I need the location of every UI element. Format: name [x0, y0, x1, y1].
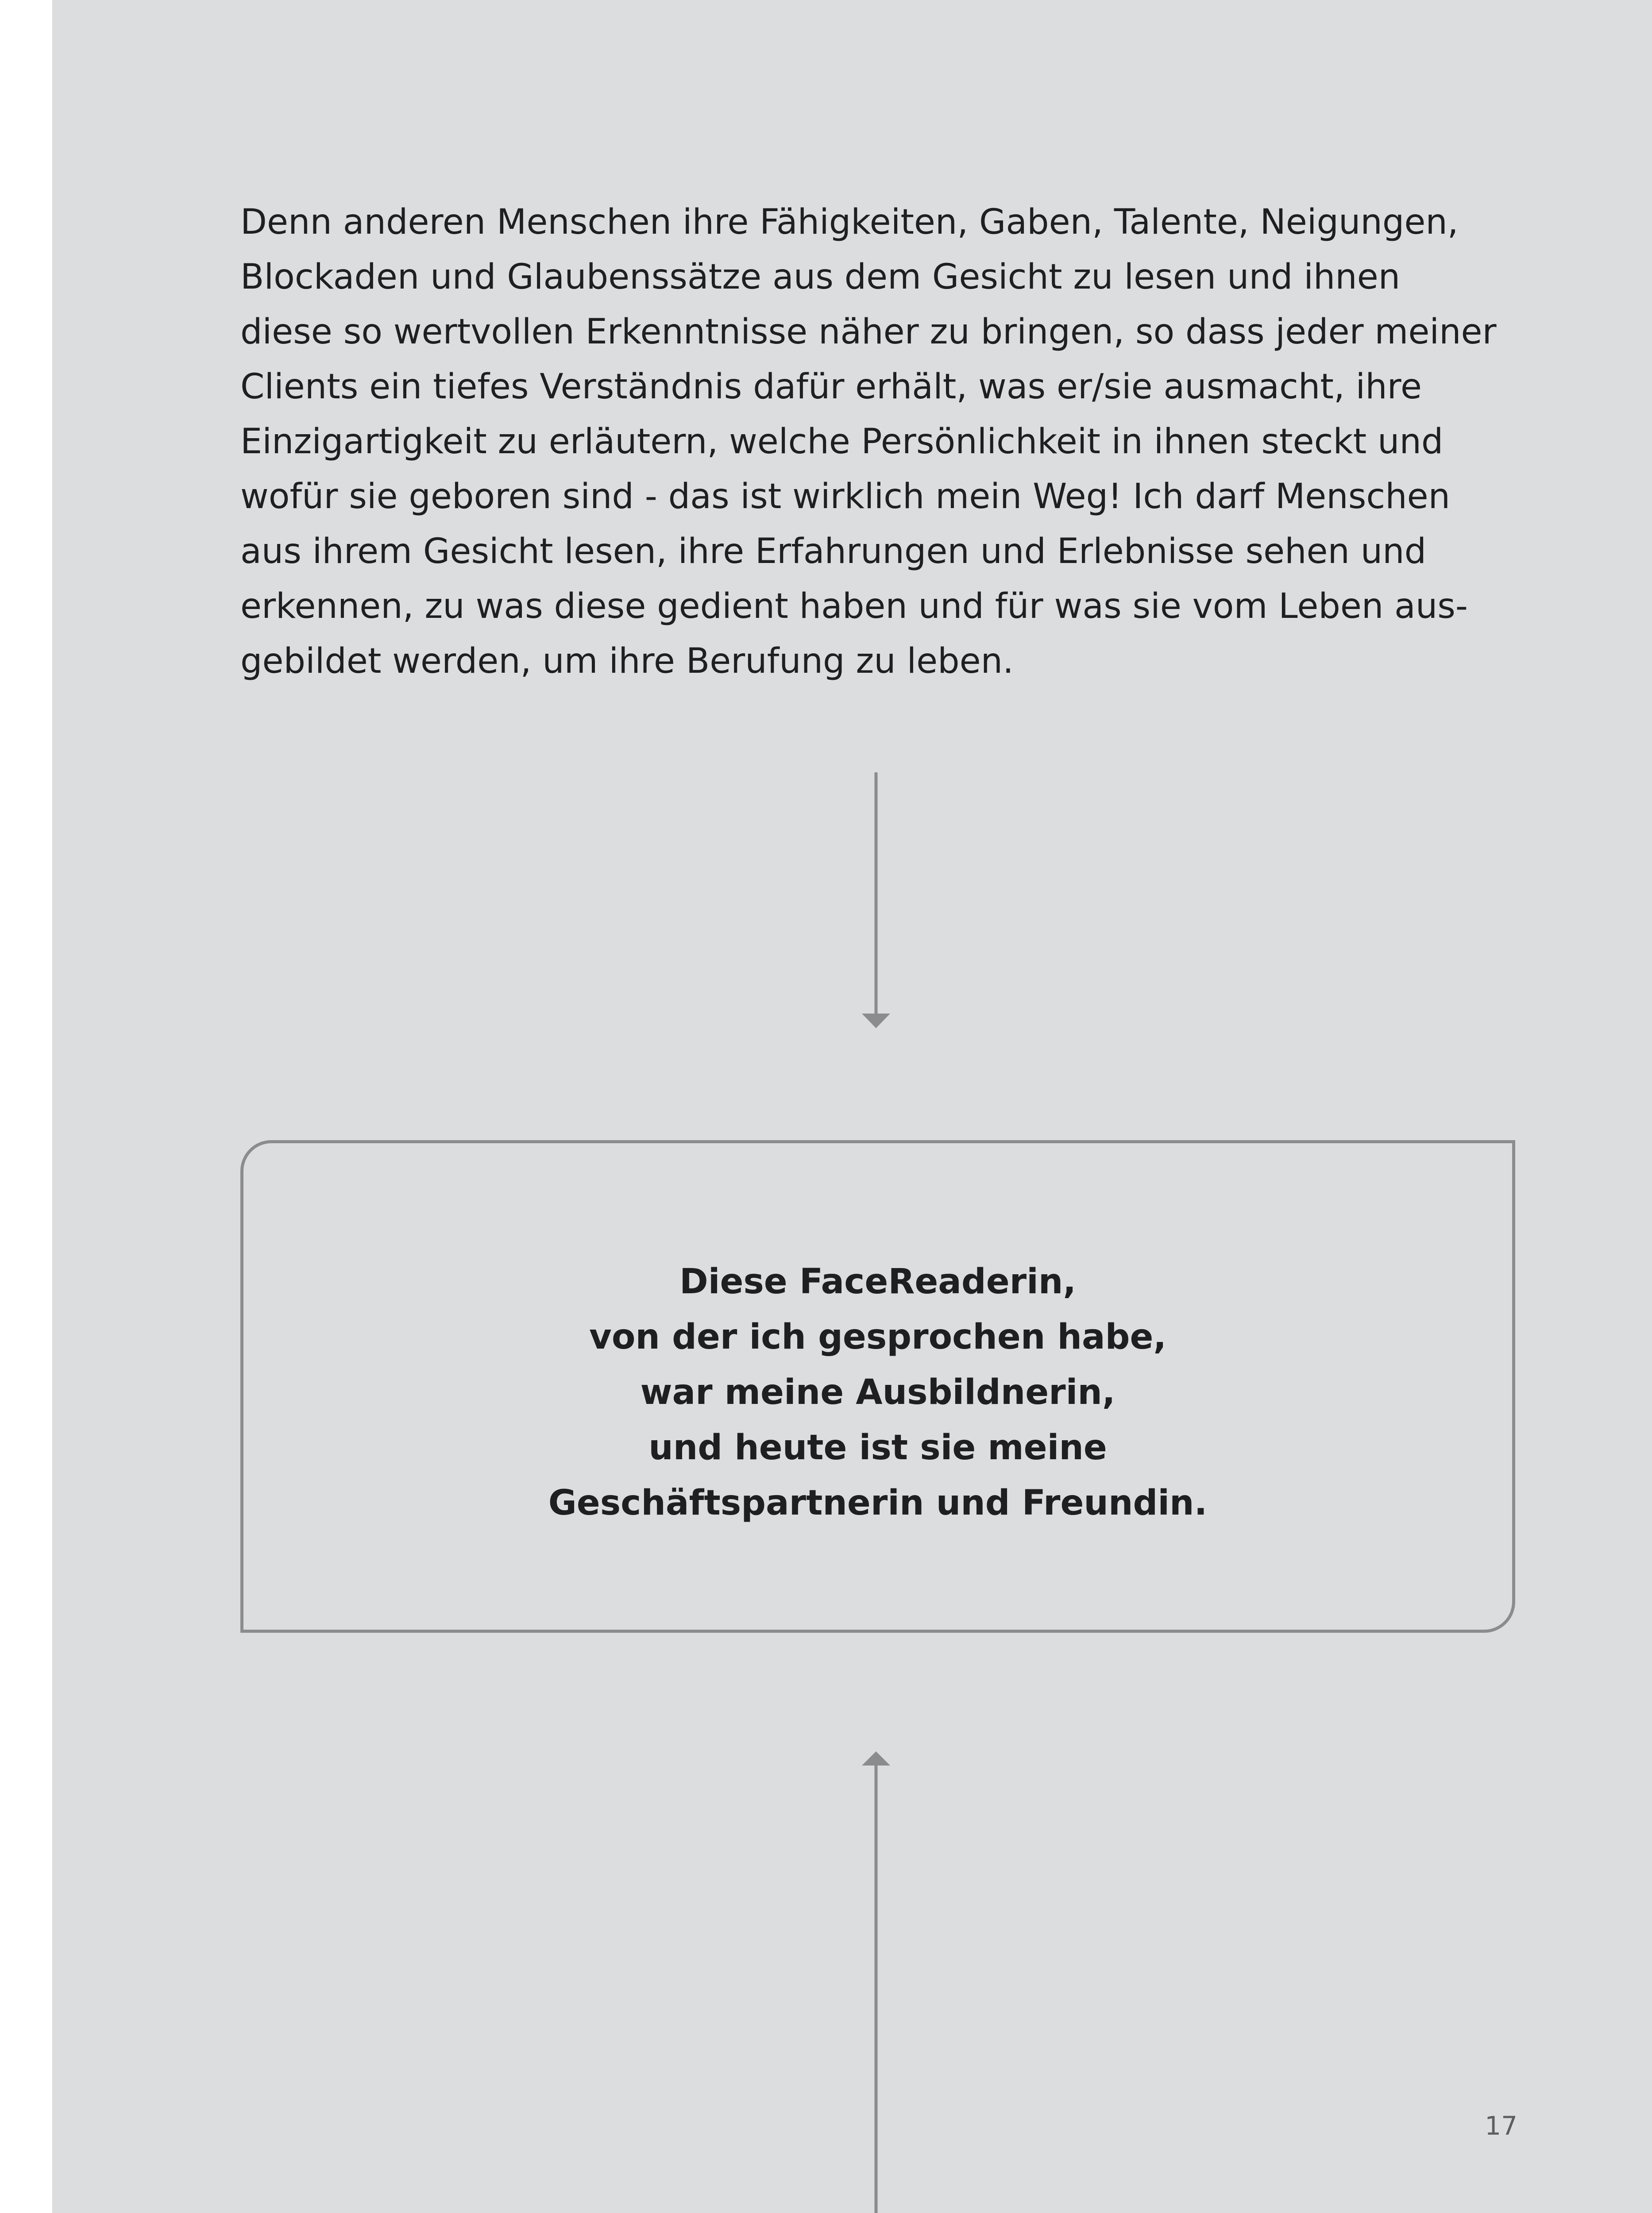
callout-text: Diese FaceReaderin, von der ich gesprochen habe, war meine Ausbildnerin, und heute ist sie meine Geschäftspartnerin und Freundin. — [548, 1262, 1208, 1523]
arrow-up-icon — [855, 1750, 897, 2213]
page-number: 17 — [1485, 2111, 1517, 2141]
document-page — [52, 0, 1652, 2213]
body-paragraph: Denn anderen Menschen ihre Fähigkeiten, Gaben, Talente, Neigungen, Blockaden und Glaubenssätze aus dem Gesicht zu lesen und ihnen diese so wertvollen Erkenntnisse näher zu bringen, so dass jeder meiner Clients ein tiefes Verständnis dafür erhält, was er/sie ausmacht, ihre Einzigartigkeit zu erläutern, welche Persönlichkeit in ihnen steckt und wofür sie geboren sind - das ist wirklich mein Weg! Ich darf Menschen aus ihrem Gesicht lesen, ihre Erfahrungen und Erlebnisse sehen und erkennen, zu was diese gedient haben und für was sie vom Leben aus- gebildet werden, um ihre Berufung zu leben. — [240, 202, 1497, 681]
callout-box — [240, 1140, 1515, 1633]
arrow-down-icon — [855, 772, 897, 1029]
